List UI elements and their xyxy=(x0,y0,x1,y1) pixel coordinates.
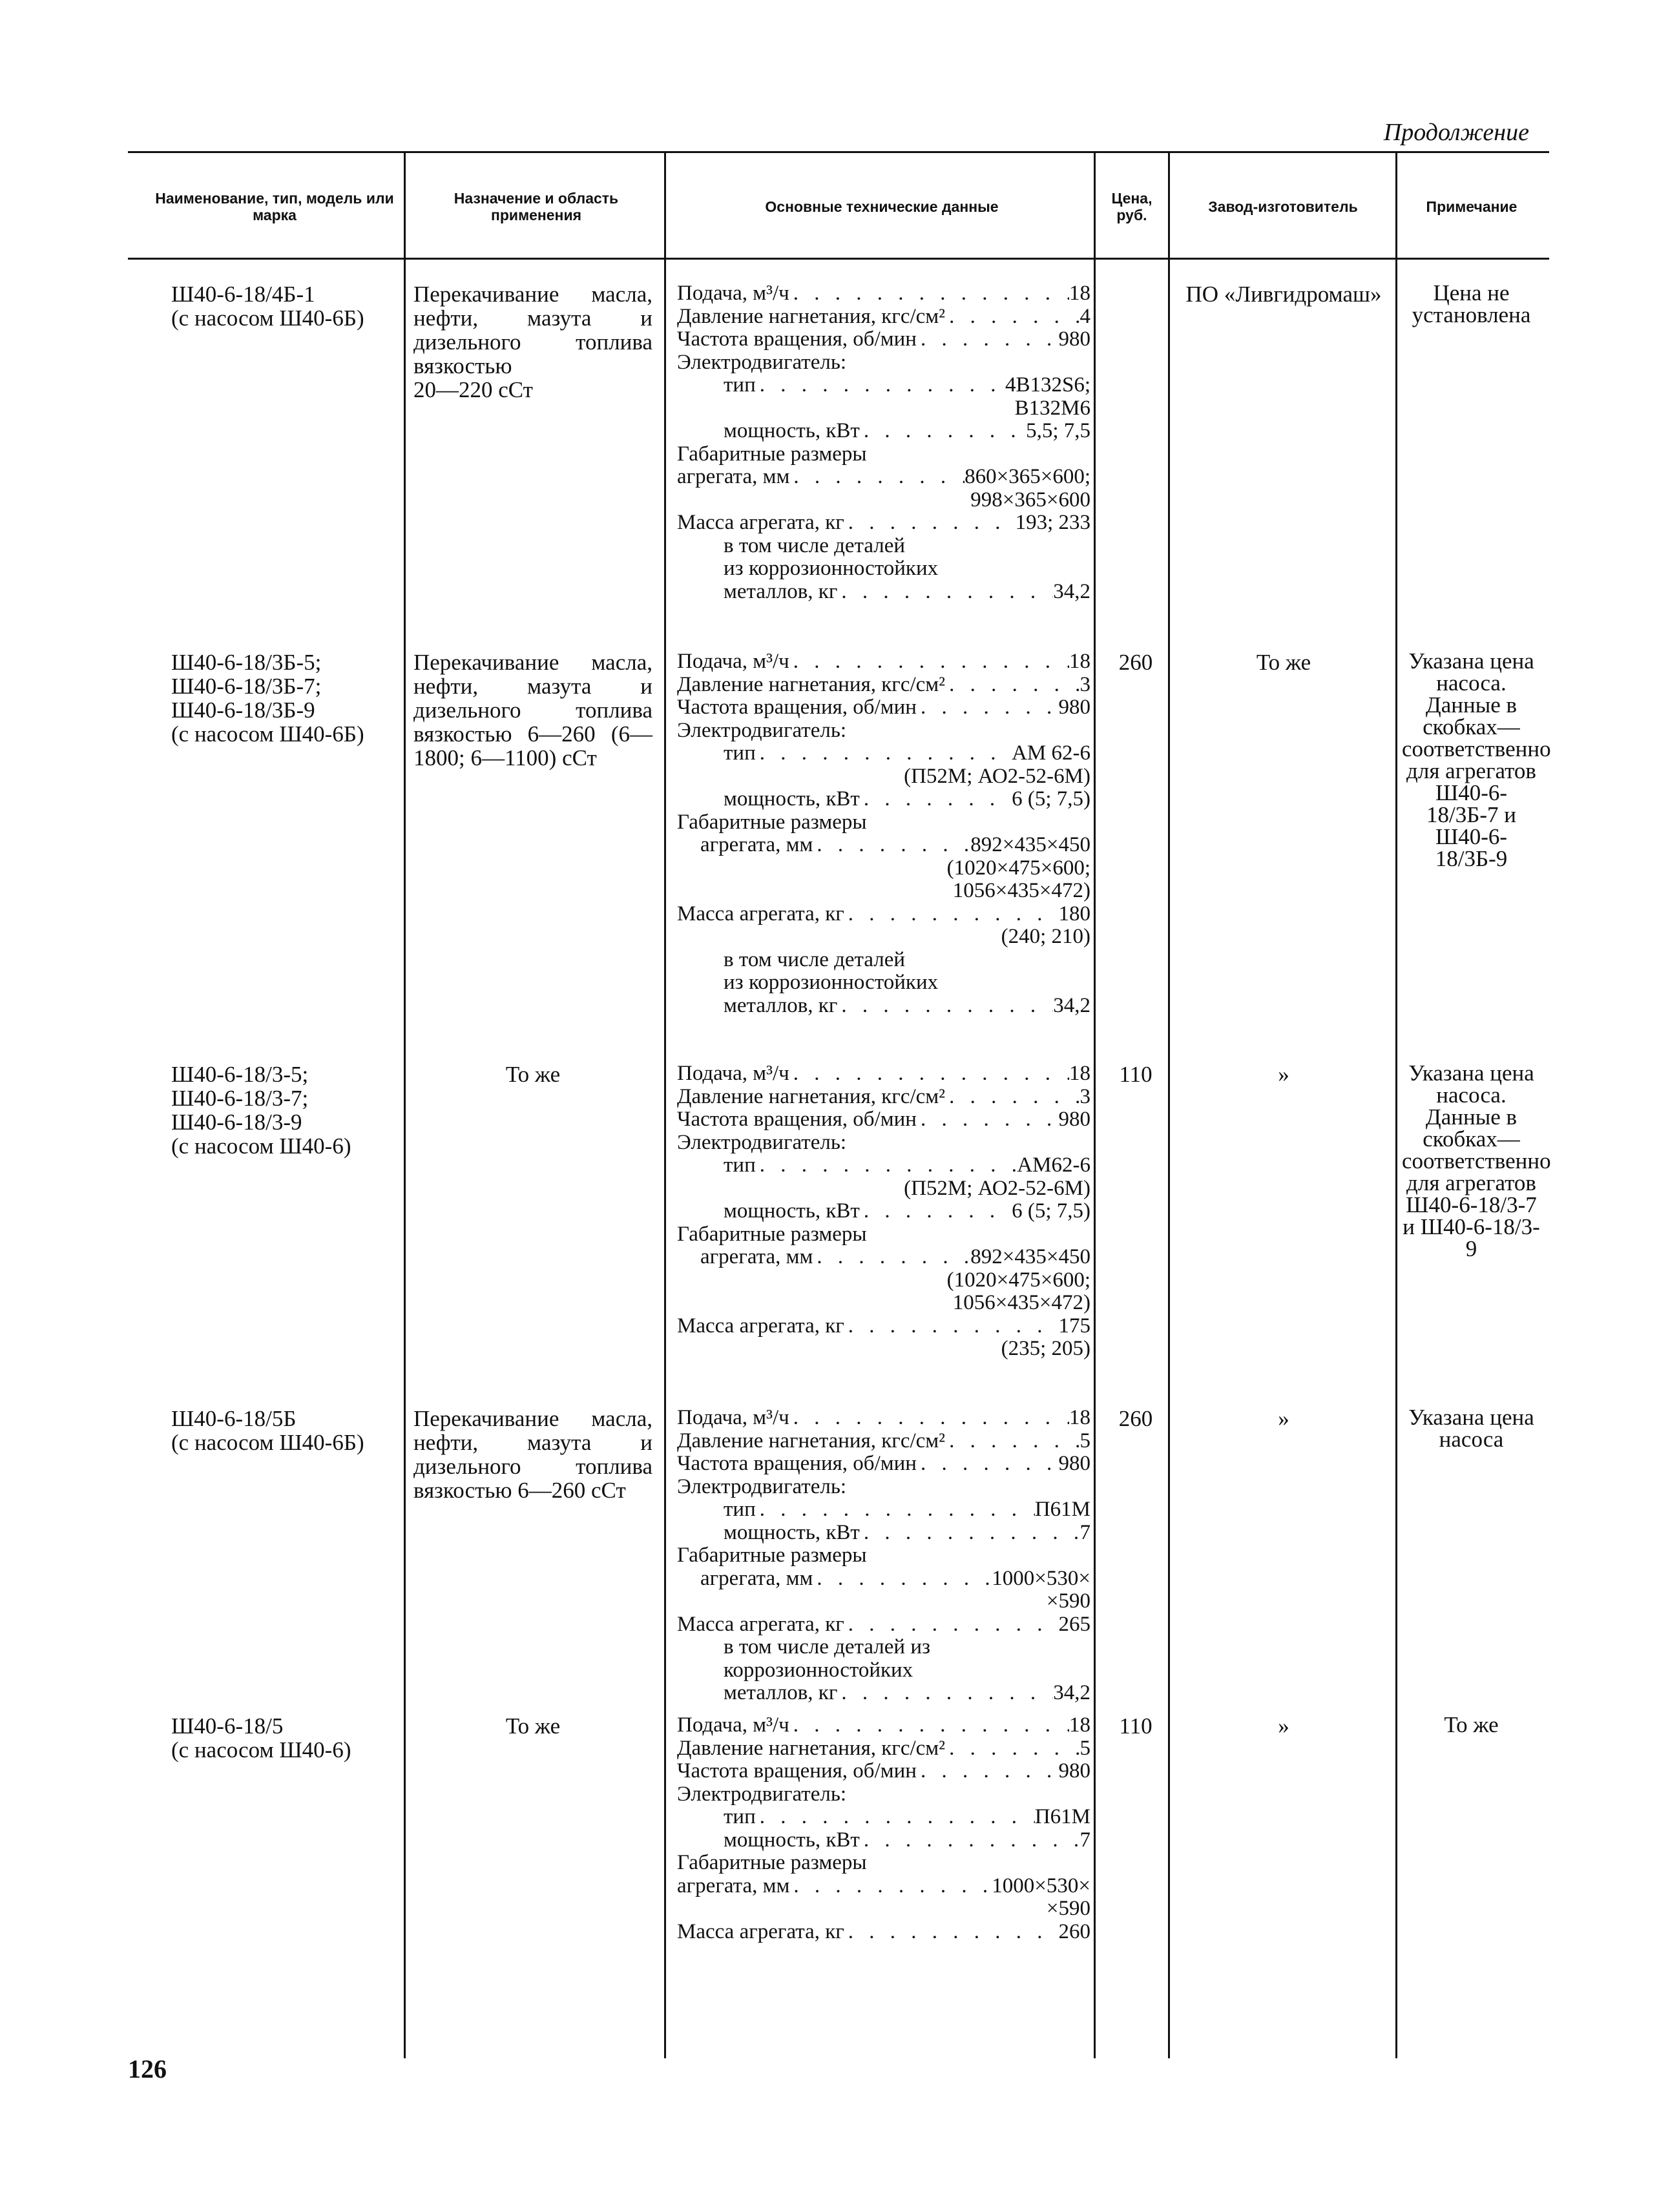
column-divider xyxy=(1395,153,1397,2058)
tech-value: 4 xyxy=(1079,304,1090,328)
tech-line xyxy=(677,719,1090,743)
leader-dots xyxy=(917,1108,1059,1132)
tech-value: 5 xyxy=(1079,1429,1090,1452)
tech-label: Подача, м³/ч xyxy=(677,1406,789,1429)
tech-label: мощность, кВт xyxy=(724,787,860,811)
tech-line xyxy=(677,466,1090,489)
row-name: Ш40-6-18/3Б-5; Ш40-6-18/3Б-7; Ш40-6-18/3Б-9 (с насосом Ш40-6Б) xyxy=(171,650,364,747)
column-divider xyxy=(1094,153,1096,2058)
tech-label: в том числе деталей xyxy=(724,533,906,557)
tech-line xyxy=(677,1086,1090,1109)
tech-value: 980 xyxy=(1058,1108,1090,1131)
leader-dots xyxy=(917,328,1059,351)
leader-dots xyxy=(917,696,1059,719)
tech-label: Габаритные размеры xyxy=(677,442,867,466)
tech-line xyxy=(677,1223,1090,1246)
leader-dots xyxy=(756,1498,1035,1522)
tech-label: Электродвигатель: xyxy=(677,718,847,742)
leader-dots xyxy=(756,1154,1017,1177)
header-price: Цена, руб. xyxy=(1111,189,1152,223)
tech-value: АМ62-6 xyxy=(1017,1153,1090,1177)
header-name: Наименование, тип, модель или марка xyxy=(155,189,394,223)
row-note: Указана цена насоса xyxy=(1408,1405,1534,1452)
tech-label: тип xyxy=(724,1498,756,1521)
leader-dots xyxy=(789,466,965,489)
column-divider xyxy=(1168,153,1170,2058)
tech-value: (П52М; АО2-52-6М) xyxy=(904,764,1090,788)
leader-dots xyxy=(945,674,1079,697)
tech-line xyxy=(677,1315,1090,1338)
leader-dots xyxy=(789,1714,1069,1737)
leader-dots xyxy=(837,995,1053,1018)
tech-value: ×590 xyxy=(1046,1897,1090,1920)
tech-line xyxy=(677,1714,1090,1737)
tech-line xyxy=(677,1246,1090,1269)
tech-line xyxy=(677,581,1090,604)
tech-value: АМ 62-6 xyxy=(1012,741,1090,765)
tech-value: 34,2 xyxy=(1053,1681,1090,1704)
row-purpose: Перекачивание масла, нефти, мазута и дизельного топлива вязкостью 20—220 сСт xyxy=(413,282,652,402)
tech-label: Подача, м³/ч xyxy=(677,1062,789,1085)
tech-line xyxy=(677,512,1090,535)
tech-label: Частота вращения, об/мин xyxy=(677,696,917,719)
leader-dots xyxy=(945,1737,1079,1761)
leader-dots xyxy=(844,512,1016,535)
tech-label: Частота вращения, об/мин xyxy=(677,1452,917,1475)
tech-value: 3 xyxy=(1079,672,1090,696)
tech-line xyxy=(677,1682,1090,1705)
tech-value: П61М xyxy=(1034,1805,1090,1828)
tech-line xyxy=(677,1498,1090,1522)
tech-value: 980 xyxy=(1058,696,1090,719)
row-purpose: То же xyxy=(505,1713,561,1739)
tech-value: 18 xyxy=(1069,1406,1090,1429)
tech-value: 5 xyxy=(1079,1736,1090,1760)
row-price: 110 xyxy=(1119,1062,1152,1087)
tech-label: из коррозионностойких xyxy=(724,971,939,994)
tech-label: металлов, кг xyxy=(724,1681,838,1704)
leader-dots xyxy=(789,1062,1069,1086)
row-price: 260 xyxy=(1118,1406,1153,1431)
tech-label: мощность, кВт xyxy=(724,419,860,442)
row-tech xyxy=(677,1714,1090,1943)
tech-line xyxy=(677,1292,1090,1315)
leader-dots xyxy=(756,374,1005,397)
tech-value: (1020×475×600; xyxy=(946,856,1090,880)
tech-label: Масса агрегата, кг xyxy=(677,511,844,534)
tech-value: (235; 205) xyxy=(1001,1337,1090,1360)
tech-line xyxy=(677,1783,1090,1806)
header-note: Примечание xyxy=(1426,198,1517,215)
tech-value: (1020×475×600; xyxy=(946,1268,1090,1292)
tech-line xyxy=(677,1108,1090,1132)
tech-value: 18 xyxy=(1069,282,1090,305)
tech-label: агрегата, мм xyxy=(700,833,813,856)
tech-label: Давление нагнетания, кгс/см² xyxy=(677,304,946,328)
row-maker: » xyxy=(1278,1062,1289,1087)
tech-label: Подача, м³/ч xyxy=(677,1713,789,1737)
tech-value: 892×435×450 xyxy=(970,833,1090,856)
tech-line xyxy=(677,1544,1090,1567)
leader-dots xyxy=(756,1806,1035,1829)
leader-dots xyxy=(945,1430,1079,1453)
row-price: 110 xyxy=(1119,1713,1152,1739)
tech-line xyxy=(677,305,1090,329)
tech-value: 175 xyxy=(1058,1314,1090,1338)
page-number: 126 xyxy=(128,2054,167,2083)
tech-label: агрегата, мм xyxy=(700,1566,813,1590)
tech-line xyxy=(677,1921,1090,1944)
tech-line xyxy=(677,971,1090,995)
tech-line xyxy=(677,1062,1090,1086)
tech-value: (П52М; АО2-52-6М) xyxy=(904,1176,1090,1200)
row-note: Указана цена насоса. Данные в скобках—соответственно для агрегатов Ш40-6-18/3-7 и Ш40-6-18/3-9 xyxy=(1402,1060,1551,1261)
row-tech xyxy=(677,1407,1090,1705)
tech-line xyxy=(677,1476,1090,1499)
tech-line xyxy=(677,397,1090,420)
tech-line xyxy=(677,1737,1090,1761)
tech-label: Частота вращения, об/мин xyxy=(677,1759,917,1783)
tech-label: Масса агрегата, кг xyxy=(677,1314,844,1338)
leader-dots xyxy=(860,1522,1080,1545)
tech-value: 892×435×450 xyxy=(970,1245,1090,1268)
leader-dots xyxy=(813,834,970,857)
tech-value: 1056×435×472) xyxy=(952,1291,1090,1314)
tech-label: коррозионностойких xyxy=(724,1658,913,1682)
tech-line xyxy=(677,1132,1090,1155)
leader-dots xyxy=(813,1567,992,1591)
tech-label: агрегата, мм xyxy=(677,1874,790,1897)
tech-label: мощность, кВт xyxy=(724,1199,860,1223)
row-name: Ш40-6-18/3-5; Ш40-6-18/3-7; Ш40-6-18/3-9 (с насосом Ш40-6) xyxy=(171,1062,351,1159)
leader-dots xyxy=(945,1086,1079,1109)
leader-dots xyxy=(837,581,1053,604)
tech-line xyxy=(677,1636,1090,1659)
tech-value: 265 xyxy=(1058,1612,1090,1636)
tech-label: Масса агрегата, кг xyxy=(677,1612,844,1636)
tech-label: в том числе деталей из xyxy=(724,1635,931,1659)
leader-dots xyxy=(844,1315,1059,1338)
tech-label: Подача, м³/ч xyxy=(677,282,789,305)
tech-value: В132М6 xyxy=(1014,396,1090,420)
tech-label: Давление нагнетания, кгс/см² xyxy=(677,672,946,696)
tech-line xyxy=(677,742,1090,765)
tech-line xyxy=(677,328,1090,351)
tech-label: Электродвигатель: xyxy=(677,1474,847,1498)
tech-label: Давление нагнетания, кгс/см² xyxy=(677,1736,946,1760)
row-price: 260 xyxy=(1118,650,1153,675)
tech-value: 980 xyxy=(1058,1452,1090,1475)
tech-line xyxy=(677,282,1090,305)
leader-dots xyxy=(917,1452,1059,1476)
tech-line xyxy=(677,995,1090,1018)
tech-value: 980 xyxy=(1058,327,1090,351)
leader-dots xyxy=(756,742,1012,765)
tech-label: Масса агрегата, кг xyxy=(677,902,844,925)
tech-line xyxy=(677,1154,1090,1177)
leader-dots xyxy=(837,1682,1053,1705)
row-maker: То же xyxy=(1256,650,1311,675)
tech-value: 193; 233 xyxy=(1015,511,1090,534)
tech-line xyxy=(677,811,1090,834)
header-purpose: Назначение и область применения xyxy=(454,189,619,223)
tech-line xyxy=(677,1269,1090,1292)
tech-value: 7 xyxy=(1079,1828,1090,1852)
tech-line xyxy=(677,1875,1090,1898)
tech-line xyxy=(677,420,1090,443)
leader-dots xyxy=(813,1246,970,1269)
tech-value: 34,2 xyxy=(1053,579,1090,603)
tech-label: Габаритные размеры xyxy=(677,1222,867,1246)
leader-dots xyxy=(860,788,1012,811)
tech-label: Габаритные размеры xyxy=(677,1851,867,1874)
tech-line xyxy=(677,1806,1090,1829)
tech-value: 1000×530× xyxy=(992,1566,1090,1590)
row-maker: » xyxy=(1278,1713,1289,1739)
tech-label: мощность, кВт xyxy=(724,1520,860,1544)
tech-line xyxy=(677,1852,1090,1875)
header-maker: Завод-изготовитель xyxy=(1208,198,1358,215)
row-tech xyxy=(677,650,1090,1017)
leader-dots xyxy=(844,1613,1059,1637)
column-divider xyxy=(404,153,406,2058)
tech-value: (240; 210) xyxy=(1001,925,1090,948)
leader-dots xyxy=(789,1407,1069,1430)
tech-line xyxy=(677,1452,1090,1476)
tech-label: мощность, кВт xyxy=(724,1828,860,1852)
leader-dots xyxy=(917,1760,1059,1783)
tech-line xyxy=(677,1829,1090,1852)
row-purpose: Перекачивание масла, нефти, мазута и дизельного топлива вязкостью 6—260 (6—1800; 6—1100) сСт xyxy=(413,650,652,770)
tech-line xyxy=(677,674,1090,697)
leader-dots xyxy=(860,1200,1012,1223)
tech-label: Электродвигатель: xyxy=(677,350,847,374)
tech-line xyxy=(677,834,1090,857)
row-name: Ш40-6-18/5 (с насосом Ш40-6) xyxy=(171,1713,351,1762)
tech-line xyxy=(677,1659,1090,1682)
tech-line xyxy=(677,1567,1090,1591)
tech-line xyxy=(677,880,1090,903)
leader-dots xyxy=(789,650,1069,674)
tech-line xyxy=(677,1613,1090,1637)
tech-value: 980 xyxy=(1058,1759,1090,1783)
tech-label: металлов, кг xyxy=(724,993,838,1017)
tech-label: Частота вращения, об/мин xyxy=(677,327,917,351)
tech-value: 34,2 xyxy=(1053,993,1090,1017)
tech-label: тип xyxy=(724,741,756,765)
tech-line xyxy=(677,1590,1090,1613)
tech-line xyxy=(677,1522,1090,1545)
leader-dots xyxy=(844,903,1059,926)
leader-dots xyxy=(789,282,1069,305)
tech-value: 1056×435×472) xyxy=(952,879,1090,902)
tech-value: 6 (5; 7,5) xyxy=(1012,787,1090,811)
table-top-rule xyxy=(128,151,1549,153)
tech-value: 18 xyxy=(1069,1062,1090,1085)
tech-line xyxy=(677,1338,1090,1361)
tech-line xyxy=(677,1430,1090,1453)
tech-label: Масса агрегата, кг xyxy=(677,1919,844,1943)
row-note: То же xyxy=(1444,1712,1499,1737)
column-divider xyxy=(664,153,666,2058)
tech-line xyxy=(677,374,1090,397)
tech-value: 998×365×600 xyxy=(970,488,1090,512)
tech-line xyxy=(677,650,1090,674)
tech-value: 180 xyxy=(1058,902,1090,925)
tech-line xyxy=(677,351,1090,375)
leader-dots xyxy=(860,420,1026,443)
tech-line xyxy=(677,1407,1090,1430)
tech-line xyxy=(677,788,1090,811)
tech-line xyxy=(677,857,1090,880)
leader-dots xyxy=(860,1829,1080,1852)
tech-line xyxy=(677,535,1090,558)
tech-label: Частота вращения, об/мин xyxy=(677,1108,917,1131)
tech-line xyxy=(677,443,1090,466)
tech-value: П61М xyxy=(1034,1498,1090,1521)
tech-line xyxy=(677,925,1090,949)
tech-label: Давление нагнетания, кгс/см² xyxy=(677,1429,946,1452)
row-tech xyxy=(677,1062,1090,1361)
tech-line xyxy=(677,903,1090,926)
tech-label: из коррозионностойких xyxy=(724,557,939,580)
tech-label: агрегата, мм xyxy=(700,1245,813,1268)
tech-value: 4В132S6; xyxy=(1005,373,1090,397)
tech-label: Габаритные размеры xyxy=(677,1544,867,1567)
tech-value: 18 xyxy=(1069,650,1090,673)
row-name: Ш40-6-18/5Б (с насосом Ш40-6Б) xyxy=(171,1406,364,1455)
row-note: Указана цена насоса. Данные в скобках—соответственно для агрегатов Ш40-6-18/3Б-7 и Ш40-6-18/3Б-9 xyxy=(1402,648,1551,871)
header-tech: Основные технические данные xyxy=(765,198,999,215)
tech-label: в том числе деталей xyxy=(724,947,906,971)
tech-label: тип xyxy=(724,373,756,397)
row-note: Цена не установлена xyxy=(1412,280,1531,327)
tech-line xyxy=(677,557,1090,581)
row-tech xyxy=(677,282,1090,603)
tech-label: Подача, м³/ч xyxy=(677,650,789,673)
tech-value: 5,5; 7,5 xyxy=(1026,419,1090,442)
tech-line xyxy=(677,696,1090,719)
tech-value: 1000×530× xyxy=(992,1874,1090,1897)
tech-label: Электродвигатель: xyxy=(677,1130,847,1154)
leader-dots xyxy=(844,1921,1059,1944)
tech-value: 6 (5; 7,5) xyxy=(1012,1199,1090,1223)
tech-label: Габаритные размеры xyxy=(677,810,867,834)
leader-dots xyxy=(789,1875,992,1898)
tech-line xyxy=(677,765,1090,789)
tech-value: 7 xyxy=(1079,1520,1090,1544)
tech-line xyxy=(677,1200,1090,1223)
tech-label: тип xyxy=(724,1805,756,1828)
row-maker: ПО «Ливгидромаш» xyxy=(1185,282,1382,307)
tech-line xyxy=(677,1177,1090,1201)
tech-label: металлов, кг xyxy=(724,579,838,603)
row-maker: » xyxy=(1278,1406,1289,1431)
tech-value: 3 xyxy=(1079,1084,1090,1108)
tech-label: агрегата, мм xyxy=(677,465,790,488)
tech-label: тип xyxy=(724,1153,756,1177)
tech-value: 18 xyxy=(1069,1713,1090,1737)
leader-dots xyxy=(945,305,1079,329)
continued-label: Продолжение xyxy=(1383,119,1529,146)
tech-value: 260 xyxy=(1058,1919,1090,1943)
tech-line xyxy=(677,949,1090,972)
tech-line xyxy=(677,1897,1090,1921)
tech-line xyxy=(677,489,1090,512)
tech-value: ×590 xyxy=(1046,1589,1090,1613)
row-name: Ш40-6-18/4Б-1 (с насосом Ш40-6Б) xyxy=(171,282,364,331)
tech-line xyxy=(677,1760,1090,1783)
tech-label: Давление нагнетания, кгс/см² xyxy=(677,1084,946,1108)
tech-value: 860×365×600; xyxy=(965,465,1090,488)
tech-label: Электродвигатель: xyxy=(677,1782,847,1806)
row-purpose: Перекачивание масла, нефти, мазута и дизельного топлива вязкостью 6—260 сСт xyxy=(413,1406,652,1503)
row-purpose: То же xyxy=(505,1062,561,1087)
